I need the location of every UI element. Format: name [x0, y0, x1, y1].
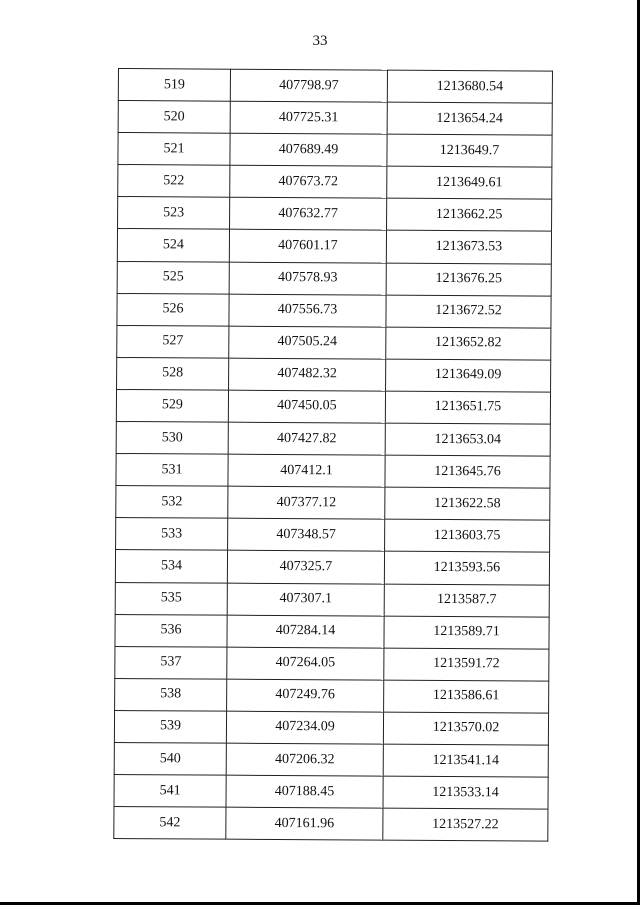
y-coordinate-cell: 1213533.14 [383, 776, 548, 809]
y-coordinate-cell: 1213587.7 [384, 584, 549, 617]
x-coordinate-cell: 407725.31 [230, 101, 387, 134]
table-row [116, 518, 550, 553]
y-coordinate-cell: 1213672.52 [386, 295, 551, 328]
y-coordinate-cell: 1213653.04 [385, 423, 550, 456]
point-id-cell: 522 [118, 165, 230, 198]
table-row [117, 293, 551, 328]
point-id-cell: 541 [114, 775, 226, 808]
x-coordinate-cell: 407798.97 [230, 69, 387, 102]
y-coordinate-cell: 1213586.61 [384, 680, 549, 713]
point-id-cell: 527 [117, 325, 229, 358]
table-row [117, 261, 551, 296]
point-id-cell: 536 [115, 614, 227, 647]
table-row [116, 454, 550, 489]
point-id-cell: 538 [115, 678, 227, 711]
point-id-cell: 520 [118, 101, 230, 134]
x-coordinate-cell: 407188.45 [226, 775, 383, 808]
point-id-cell: 539 [114, 710, 226, 743]
y-coordinate-cell: 1213603.75 [385, 519, 550, 552]
x-coordinate-cell: 407578.93 [229, 262, 386, 295]
page-number: 33 [312, 33, 328, 49]
y-coordinate-cell: 1213593.56 [384, 552, 549, 585]
y-coordinate-cell: 1213541.14 [383, 744, 548, 777]
x-coordinate-cell: 407325.7 [227, 551, 384, 584]
y-coordinate-cell: 1213676.25 [386, 263, 551, 296]
table-row [118, 69, 552, 104]
point-id-cell: 532 [116, 486, 228, 519]
table-row [115, 646, 549, 681]
x-coordinate-cell: 407377.12 [228, 486, 385, 519]
table-row [115, 550, 549, 585]
x-coordinate-cell: 407249.76 [227, 679, 384, 712]
x-coordinate-cell: 407348.57 [228, 518, 385, 551]
table-row [117, 229, 551, 264]
point-id-cell: 525 [117, 261, 229, 294]
point-id-cell: 523 [118, 197, 230, 230]
y-coordinate-cell: 1213589.71 [384, 616, 549, 649]
table-row [114, 742, 548, 777]
x-coordinate-cell: 407482.32 [229, 358, 386, 391]
x-coordinate-cell: 407234.09 [226, 711, 383, 744]
table-row [118, 197, 552, 232]
x-coordinate-cell: 407412.1 [228, 454, 385, 487]
coordinate-table [113, 68, 553, 842]
y-coordinate-cell: 1213649.61 [387, 166, 552, 199]
point-id-cell: 534 [115, 550, 227, 583]
x-coordinate-cell: 407450.05 [228, 390, 385, 423]
point-id-cell: 526 [117, 293, 229, 326]
point-id-cell: 535 [115, 582, 227, 615]
table-row [114, 807, 548, 842]
x-coordinate-cell: 407307.1 [227, 583, 384, 616]
x-coordinate-cell: 407673.72 [230, 165, 387, 198]
y-coordinate-cell: 1213651.75 [385, 391, 550, 424]
y-coordinate-cell: 1213680.54 [387, 70, 552, 103]
point-id-cell: 537 [115, 646, 227, 679]
table-row [118, 101, 552, 136]
point-id-cell: 529 [116, 389, 228, 422]
point-id-cell: 540 [114, 742, 226, 775]
y-coordinate-cell: 1213649.09 [386, 359, 551, 392]
y-coordinate-cell: 1213591.72 [384, 648, 549, 681]
table-row [115, 614, 549, 649]
y-coordinate-cell: 1213652.82 [386, 327, 551, 360]
table-row [116, 389, 550, 424]
table-row [117, 357, 551, 392]
x-coordinate-cell: 407505.24 [229, 326, 386, 359]
table-row [118, 165, 552, 200]
table-row [116, 486, 550, 521]
table-row [117, 325, 551, 360]
table-row [115, 678, 549, 713]
point-id-cell: 528 [117, 357, 229, 390]
y-coordinate-cell: 1213622.58 [385, 487, 550, 520]
x-coordinate-cell: 407284.14 [227, 615, 384, 648]
point-id-cell: 542 [114, 807, 226, 840]
coordinate-table-body [114, 69, 553, 842]
point-id-cell: 531 [116, 454, 228, 487]
y-coordinate-cell: 1213673.53 [386, 231, 551, 264]
y-coordinate-cell: 1213645.76 [385, 455, 550, 488]
table-row [114, 710, 548, 745]
x-coordinate-cell: 407632.77 [230, 198, 387, 231]
x-coordinate-cell: 407264.05 [227, 647, 384, 680]
x-coordinate-cell: 407556.73 [229, 294, 386, 327]
y-coordinate-cell: 1213654.24 [387, 102, 552, 135]
x-coordinate-cell: 407427.82 [228, 422, 385, 455]
x-coordinate-cell: 407601.17 [229, 230, 386, 263]
table-row [115, 582, 549, 617]
table-row [114, 775, 548, 810]
point-id-cell: 524 [117, 229, 229, 262]
table-row [116, 422, 550, 457]
y-coordinate-cell: 1213649.7 [387, 134, 552, 167]
table-row [118, 133, 552, 168]
x-coordinate-cell: 407206.32 [226, 743, 383, 776]
x-coordinate-cell: 407161.96 [226, 807, 383, 840]
point-id-cell: 533 [116, 518, 228, 551]
y-coordinate-cell: 1213527.22 [383, 808, 548, 841]
point-id-cell: 530 [116, 422, 228, 455]
point-id-cell: 521 [118, 133, 230, 166]
y-coordinate-cell: 1213662.25 [387, 199, 552, 232]
x-coordinate-cell: 407689.49 [230, 133, 387, 166]
point-id-cell: 519 [118, 69, 230, 102]
y-coordinate-cell: 1213570.02 [383, 712, 548, 745]
